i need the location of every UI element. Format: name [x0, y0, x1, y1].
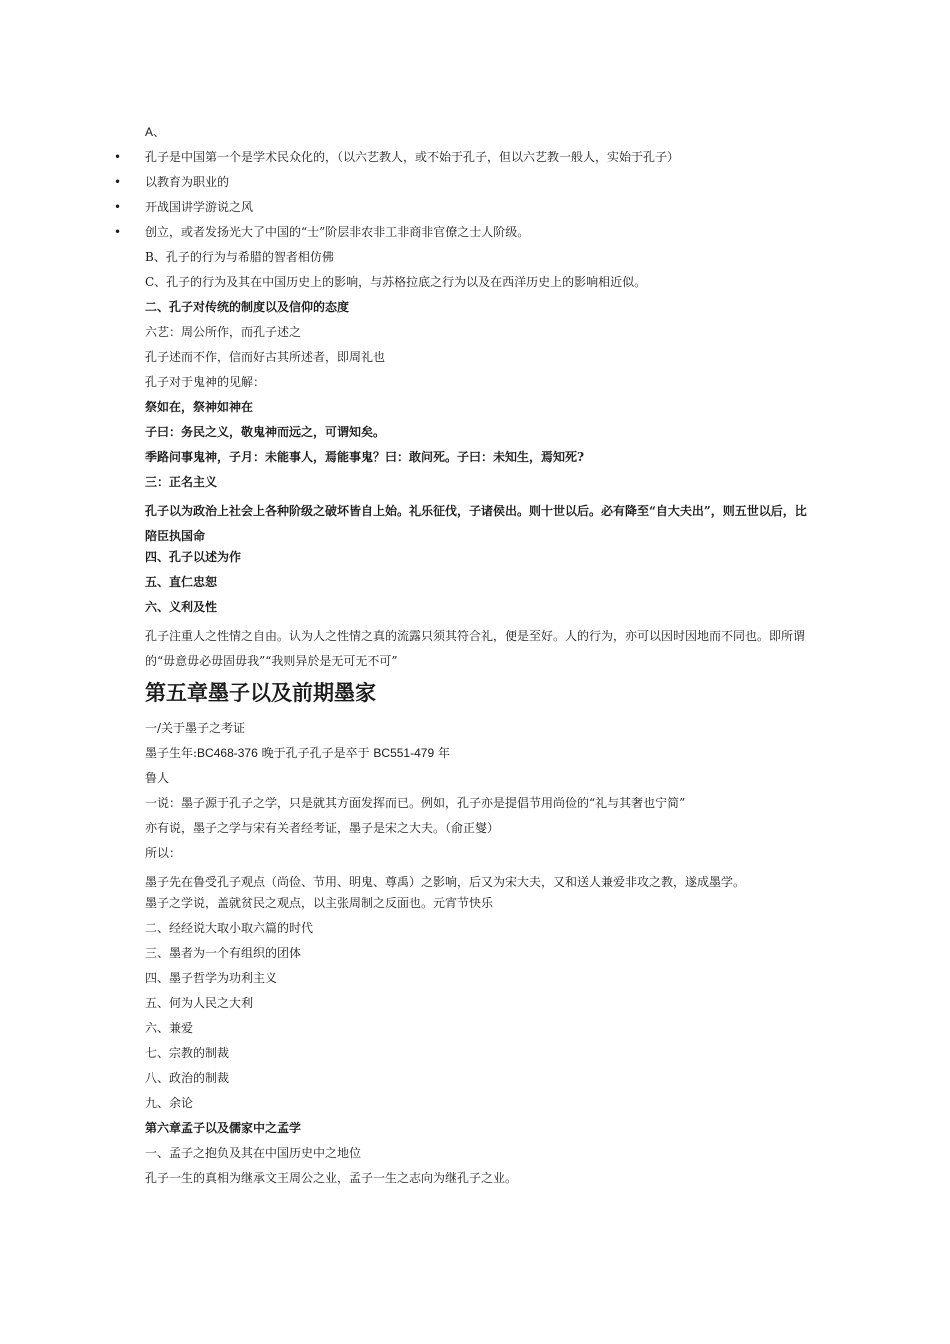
- paragraph: 孔子述而不作，信而好古其所述者，即周礼也: [145, 350, 386, 364]
- list-item: 五、何为人民之大利: [145, 996, 254, 1010]
- paragraph: 六艺：周公所作，而孔子述之: [145, 325, 302, 339]
- paragraph: 一、孟子之抱负及其在中国历史中之地位: [145, 1146, 362, 1160]
- paragraph: 亦有说，墨子之学与宋有关者经考证，墨子是宋之大夫。（俞正燮）: [145, 821, 500, 835]
- paragraph: 鲁人: [145, 771, 170, 785]
- section-heading: 六、义利及性: [145, 600, 218, 614]
- bullet-icon: •: [114, 225, 122, 239]
- bullet-icon: •: [114, 150, 122, 164]
- paragraph: B、孔子的行为与希腊的智者相仿佛: [145, 250, 334, 264]
- bullet-icon: •: [114, 175, 122, 189]
- list-item: 三、墨者为一个有组织的团体: [145, 946, 302, 960]
- section-heading: 三：正名主义: [145, 475, 218, 489]
- list-item: 二、经经说大取小取六篇的时代: [145, 921, 314, 935]
- list-item: • 以教育为职业的: [114, 175, 230, 189]
- list-item: 六、兼爱: [145, 1021, 194, 1035]
- paragraph: 墨子生年:BC468-376 晚于孔子孔子是卒于 BC551-479 年: [145, 746, 450, 760]
- paragraph: 所以：: [145, 846, 182, 860]
- list-item: • 创立，或者发扬光大了中国的“士”阶层非农非工非商非官僚之士人阶级。: [114, 225, 530, 239]
- section-heading: 五、直仁忠恕: [145, 575, 218, 589]
- list-item: 四、墨子哲学为功利主义: [145, 971, 278, 985]
- list-item: 八、政治的制裁: [145, 1071, 230, 1085]
- paragraph: 孔子对于鬼神的见解：: [145, 375, 266, 389]
- paragraph: 一说：墨子源于孔子之学，只是就其方面发挥而已。例如，孔子亦是提倡节用尚俭的“礼与其奢也宁简”: [145, 796, 686, 810]
- chapter-title: 第五章墨子以及前期墨家: [145, 680, 376, 705]
- list-item: 九、余论: [145, 1096, 194, 1110]
- list-item: 七、宗教的制裁: [145, 1046, 230, 1060]
- chapter-title: 第六章孟子以及儒家中之孟学: [145, 1121, 302, 1135]
- quote: 季路问事鬼神，子月：未能事人，焉能事鬼？曰：敢问死。子曰：未知生，焉知死?: [145, 450, 585, 464]
- paragraph: 一/关于墨子之考证: [145, 721, 246, 735]
- bullet-icon: •: [114, 200, 122, 214]
- paragraph: 墨子之学说，盖就贫民之观点，以主张周制之反面也。元宵节快乐: [145, 896, 494, 910]
- document-body: [114, 124, 810, 1195]
- section-heading: 二、孔子对传统的制度以及信仰的态度: [145, 300, 350, 314]
- section-a-label: A、: [145, 125, 166, 139]
- paragraph: 孔子注重人之性情之自由。认为人之性情之真的流露只须其符合礼，便是至好。人的行为，亦可以因时因地而不同也。即所谓的“毋意毋必毋固毋我”“我则异於是无可无不可”: [145, 629, 806, 668]
- list-item: • 开战国讲学游说之风: [114, 200, 254, 214]
- list-item: • 孔子是中国第一个是学术民众化的，（以六艺教人，或不始于孔子，但以六艺教一般人，实始于孔子）: [114, 150, 680, 164]
- section-heading: 四、孔子以述为作: [145, 550, 242, 564]
- paragraph: C、孔子的行为及其在中国历史上的影响，与苏格拉底之行为以及在西洋历史上的影响相近似。: [145, 275, 647, 289]
- paragraph: 墨子先在鲁受孔子观点（尚俭、节用、明鬼、尊禹）之影响，后又为宋大夫，又和送人兼爱非攻之教，遂成墨学。: [145, 875, 746, 889]
- paragraph: 孔子一生的真相为继承文王周公之业，孟子一生之志向为继孔子之业。: [145, 1171, 518, 1185]
- paragraph: 孔子以为政治上社会上各种阶级之破坏皆自上始。礼乐征伐，子诸侯出。则十世以后。必有降至“自大夫出”，则五世以后，比陪臣执国命: [145, 504, 807, 543]
- quote: 子曰：务民之义，敬鬼神而远之，可谓知矣。: [145, 425, 386, 439]
- quote: 祭如在，祭神如神在: [145, 400, 254, 414]
